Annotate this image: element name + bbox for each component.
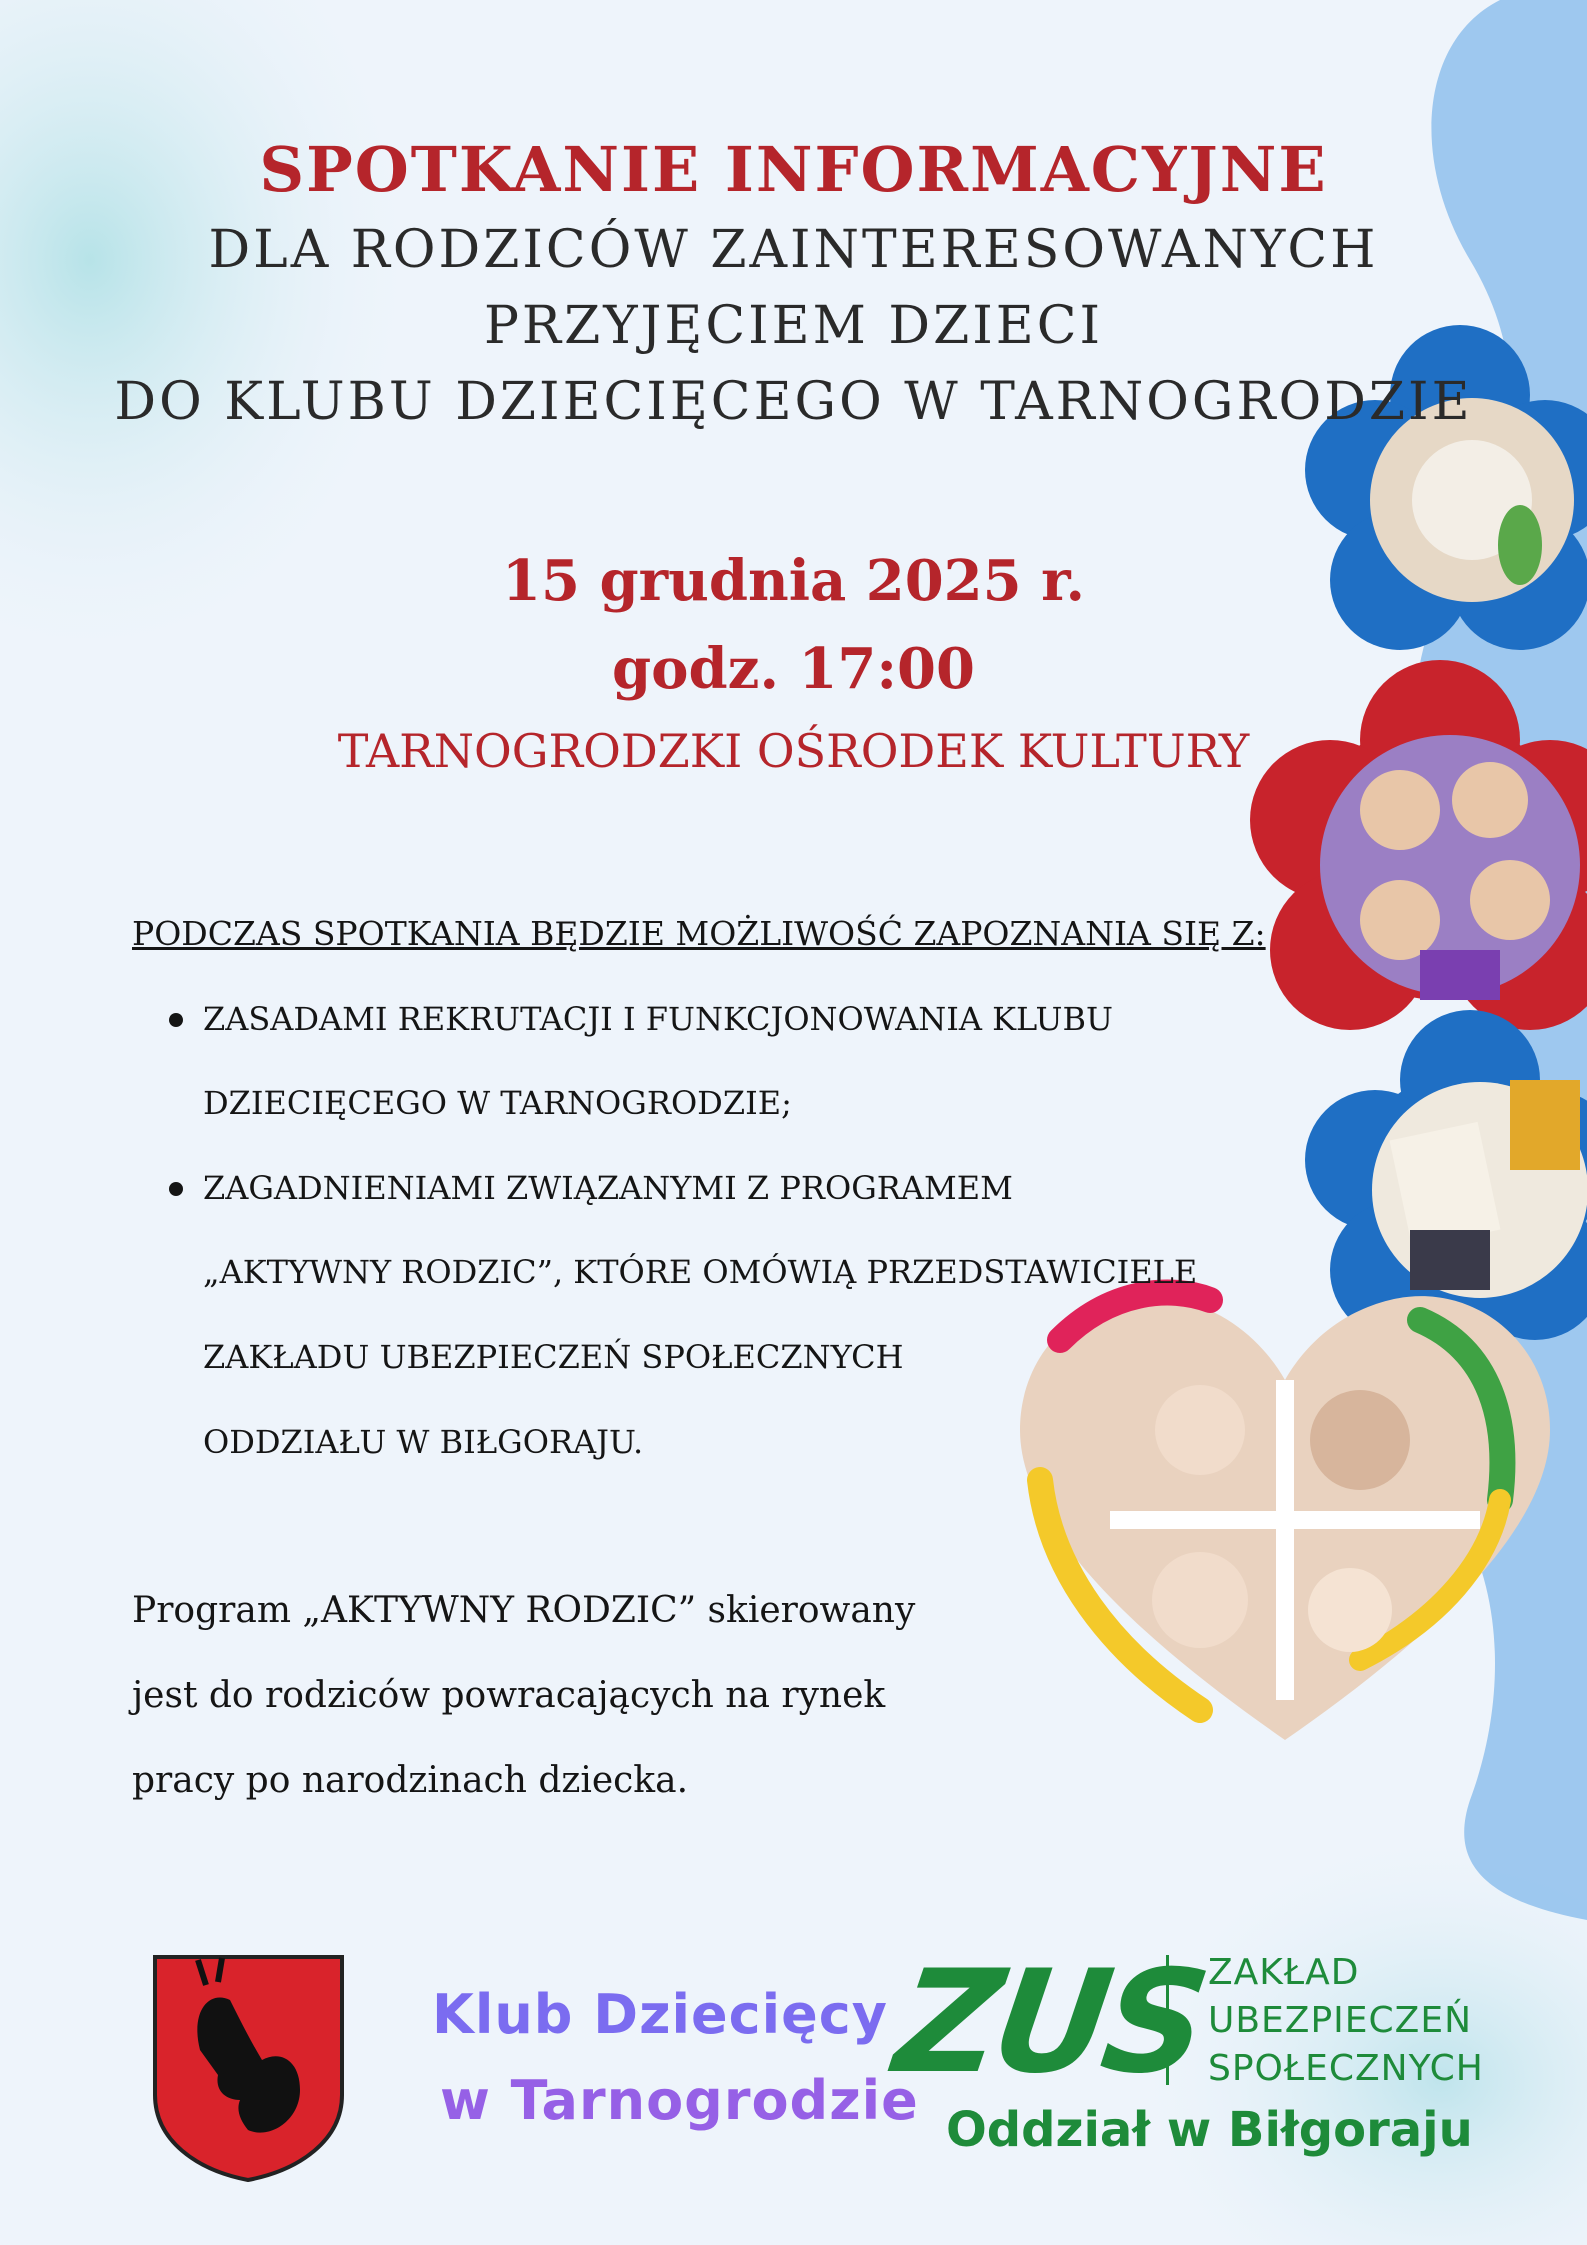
zus-name-line-1: ZAKŁAD [1208,1952,1360,1993]
tarnogrod-coat-of-arms [155,1957,342,2180]
bullet-dot [163,1174,193,1204]
bullet-1-line-1: ZASADAMI REKRUTACJI I FUNKCJONOWANIA KLUBU [203,1000,1113,1038]
zus-name-line-2: UBEZPIECZEŃ [1208,2000,1473,2041]
zus-branch: Oddział w Biłgoraju [946,2102,1473,2158]
bullet-dot [163,1005,193,1035]
event-venue: TARNOGRODZKI OŚRODEK KULTURY [337,724,1250,778]
club-name-line-1: Klub Dziecięcy [432,1983,888,2046]
program-line-2: jest do rodziców powracających na rynek [132,1675,886,1716]
info-intro: PODCZAS SPOTKANIA BĘDZIE MOŻLIWOŚĆ ZAPOZNANIA SIĘ Z: [132,914,1266,953]
zus-logo-text: ZUS [886,1940,1213,2105]
program-line-3: pracy po narodzinach dziecka. [132,1760,689,1801]
subtitle-line-2: PRZYJĘCIEM DZIECI [483,296,1104,356]
bullet-2-line-4: ODDZIAŁU W BIŁGORAJU. [203,1423,644,1461]
subtitle-line-3: DO KLUBU DZIECIĘCEGO W TARNOGRODZIE [114,372,1473,432]
event-time: godz. 17:00 [612,636,975,702]
club-name-line-2: w Tarnogrodzie [440,2069,919,2132]
event-date: 15 grudnia 2025 r. [502,548,1085,614]
bullet-1-line-2: DZIECIĘCEGO W TARNOGRODZIE; [203,1084,792,1122]
subtitle-line-1: DLA RODZICÓW ZAINTERESOWANYCH [208,220,1379,280]
bullet-2-line-2: „AKTYWNY RODZIC”, KTÓRE OMÓWIĄ PRZEDSTAWICIELE [203,1253,1198,1291]
zus-name-line-3: SPOŁECZNYCH [1208,2048,1484,2089]
program-line-1: Program „AKTYWNY RODZIC” skierowany [132,1590,916,1631]
heart-family-logo [1020,1293,1550,1740]
event-title: SPOTKANIE INFORMACYJNE [259,133,1328,206]
bullet-2-line-3: ZAKŁADU UBEZPIECZEŃ SPOŁECZNYCH [203,1338,904,1376]
bullet-2-line-1: ZAGADNIENIAMI ZWIĄZANYMI Z PROGRAMEM [203,1169,1013,1207]
